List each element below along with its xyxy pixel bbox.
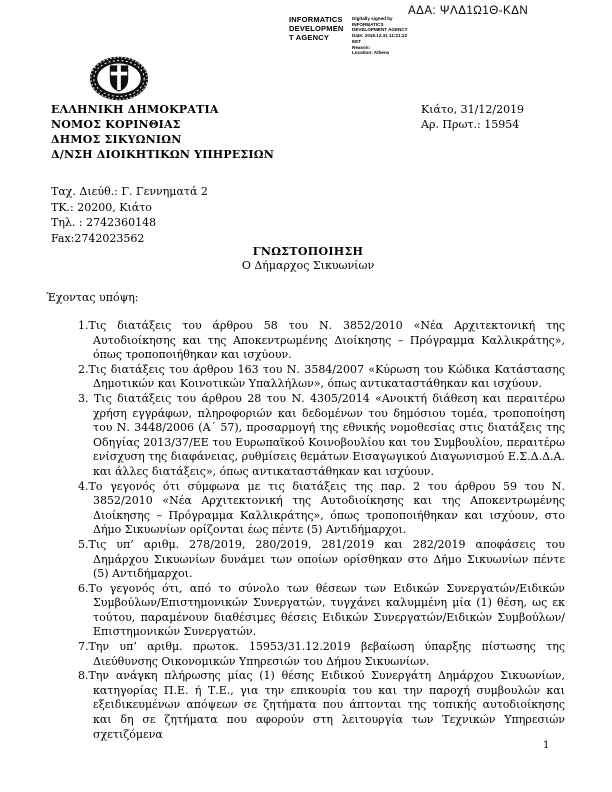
list-item: 4.Το γεγονός ότι σύμφωνα με τις διατάξεις της παρ. 2 του άρθρου 59 του Ν. 3852/2010 «Νέα Αρχιτεκτονική της Αυτοδιοίκησης και της Αποκεντρωμένης Διοίκησης – Πρόγραμμα Καλλικράτης», όπως τροποποιήθηκαν και ισχύουν, στο Δήμο Σικυωνίων ορίζονται έως πέντε (5) Αντιδήμαρχοι. bbox=[78, 479, 565, 537]
list-item: Location: Athens bbox=[352, 50, 390, 56]
list-item: 8.Την ανάγκη πλήρωσης μίας (1) θέσης Ειδικού Συνεργάτη Δημάρχου Σικυωνίων, κατηγορίας Π.Ε. ή Τ.Ε., για την επικουρία του και την παροχή συμβουλών και εξειδικευμένων απόψεων σε ζητήματα που άπτονται της τοπικής αυτοδιοίκησης και δη σε ζητήματα που αφορούν στη λειτουργία των Τεχνικών Υπηρεσιών σχετιζόμενα bbox=[78, 669, 565, 741]
list-item: 5.Τις υπ’ αριθμ. 278/2019, 280/2019, 281/2019 και 282/2019 αποφάσεις του Δημάρχου Σικυωνίων δυνάμει των οποίων ορίσθηκαν στο Δήμο Σικυωνίων πέντε (5) Αντιδήμαρχοι. bbox=[78, 537, 565, 581]
place-date: Κιάτο, 31/12/2019 bbox=[421, 103, 525, 116]
list-item: ΤΚ.: 20200, Κιάτο bbox=[51, 200, 152, 214]
list-item: Ταχ. Διεύθ.: Γ. Γεννηματά 2 bbox=[51, 185, 208, 198]
list-item: INFORMATICS bbox=[352, 21, 384, 27]
signature-details bbox=[352, 16, 422, 56]
greek-coat-of-arms-icon bbox=[88, 55, 150, 102]
list-item: Digitally signed by bbox=[352, 16, 393, 21]
ada-code: ΑΔΑ: ΨΛΔ1Ω1Θ-ΚΔΝ bbox=[408, 5, 529, 17]
list-item: Date: 2019.12.31 11:21:22 bbox=[352, 33, 408, 39]
page-number: 1 bbox=[543, 740, 550, 751]
list-item: 7.Την υπ’ αριθμ. πρωτοκ. 15953/31.12.2019 βεβαίωση ύπαρξης πίστωσης της Διεύθυνσης Οικονομικών Υπηρεσιών του Δήμου Σικυωνίων. bbox=[78, 640, 565, 668]
date-protocol-block bbox=[421, 102, 524, 132]
list-item: 2.Τις διατάξεις του άρθρου 163 του Ν. 3584/2007 «Κύρωση του Κώδικα Κατάστασης Δημοτικών και Κοινοτικών Υπαλλήλων», όπως αντικαταστάθηκαν και ισχύουν. bbox=[78, 362, 565, 391]
list-item: Τηλ. : 2742360148 bbox=[51, 216, 157, 229]
protocol-number: Αρ. Πρωτ.: 15954 bbox=[421, 118, 520, 131]
document-subtitle: Ο Δήμαρχος Σικυωνίων bbox=[241, 259, 375, 272]
document-title-block bbox=[51, 245, 565, 273]
list-item: EET bbox=[352, 38, 361, 44]
list-item: 3. Τις διατάξεις του άρθρου 28 του Ν. 4305/2014 «Ανοικτή διάθεση και περαιτέρω χρήση εγγράφων, πληροφοριών και δεδομένων του δημόσιου τομέα, τροποποίηση του Ν. 3448/2006 (Α΄ 57), προσαρμογή της εθνικής νομοθεσίας στις διατάξεις της Οδηγίας 2013/37/ΕΕ του Ευρωπαϊκού Κοινοβουλίου και του Συμβουλίου, περαιτέρω ενίσχυση της διαφάνειας, ρυθμίσεις θεμάτων Εισαγωγικού Διαγωνισμού Ε.Σ.Δ.Δ.Α. και άλλες διατάξεις», όπως αντικαταστάθηκαν και ισχύουν. bbox=[78, 391, 565, 478]
list-item: Fax:2742023562 bbox=[51, 231, 145, 245]
signature-agency-name: INFORMATICS DEVELOPMENT AGENCY bbox=[289, 15, 344, 42]
list-item: Reason: bbox=[352, 44, 371, 50]
list-item: ΔΗΜΟΣ ΣΙΚΥΩΝΙΩΝ bbox=[51, 133, 182, 146]
contact-info-block bbox=[51, 184, 208, 246]
list-item: DEVELOPMENT AGENCY bbox=[352, 27, 408, 33]
issuing-authority-block bbox=[51, 102, 274, 162]
list-item: Δ/ΝΣΗ ΔΙΟΙΚΗΤΙΚΩΝ ΥΠΗΡΕΣΙΩΝ bbox=[51, 148, 274, 161]
digital-signature-stamp bbox=[289, 16, 422, 56]
list-item: 1.Τις διατάξεις του άρθρου 58 του Ν. 3852/2010 «Νέα Αρχιτεκτονική της Αυτοδιοίκησης και της Αποκεντρωμένης Διοίκησης – Πρόγραμμα Καλλικράτης», όπως τροποποιήθηκαν και ισχύουν. bbox=[78, 319, 565, 362]
list-item: ΝΟΜΟΣ ΚΟΡΙΝΘΙΑΣ bbox=[51, 118, 181, 131]
document-title: ΓΝΩΣΤΟΠΟΙΗΣΗ bbox=[252, 245, 364, 258]
list-item: ΕΛΛΗΝΙΚΗ ΔΗΜΟΚΡΑΤΙΑ bbox=[51, 103, 219, 116]
considerations-list bbox=[78, 319, 565, 742]
list-item: 6.Το γεγονός ότι, από το σύνολο των θέσεων των Ειδικών Συνεργατών/Ειδικών Συμβούλων/Επιστημονικών Συνεργατών, τυγχάνει καλυμμένη μία (1) θέση, ως εκ τούτου, παραμένουν διαθέσιμες θέσεις Ειδικών Συνεργατών/Ειδικών Συμβούλων/Επιστημονικών Συνεργατών. bbox=[78, 581, 565, 639]
considerations-intro: Έχοντας υπόψη: bbox=[46, 291, 139, 304]
